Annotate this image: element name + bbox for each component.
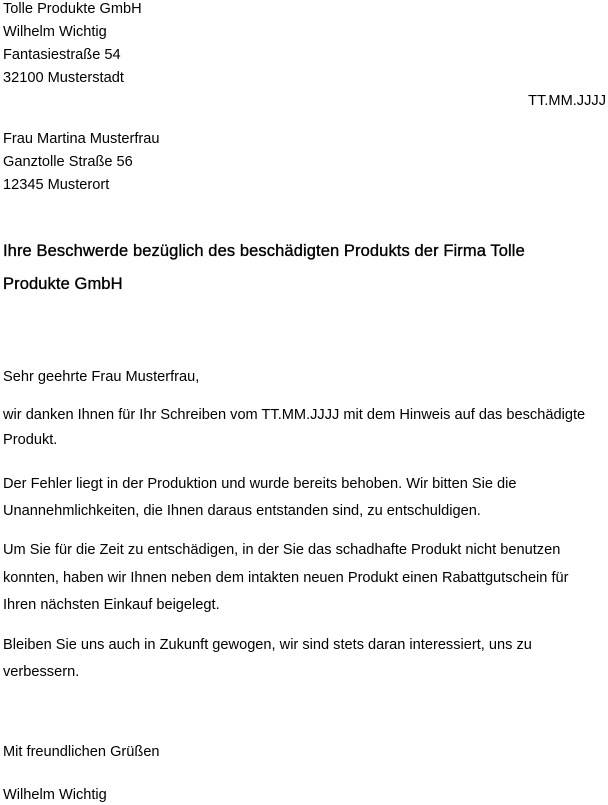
paragraph-line: wir danken Ihnen für Ihr Schreiben vom TT.MM.JJJJ mit dem Hinweis auf das beschädigte — [3, 407, 586, 423]
greeting: Sehr geehrte Frau Musterfrau, — [3, 369, 200, 385]
paragraph-line: Bleiben Sie uns auch in Zukunft gewogen, wir sind stets daran interessiert, uns zu — [3, 637, 532, 653]
recipient-street: Ganztolle Straße 56 — [3, 154, 133, 170]
sender-city: 32100 Musterstadt — [3, 70, 124, 86]
paragraph-line: Unannehmlichkeiten, die Ihnen daraus entstanden sind, zu entschuldigen. — [3, 503, 481, 519]
paragraph-line: Produkt. — [3, 432, 58, 448]
closing: Mit freundlichen Grüßen — [3, 744, 160, 760]
paragraph-line: verbessern. — [3, 664, 80, 680]
recipient-name: Frau Martina Musterfrau — [3, 131, 160, 147]
paragraph-line: Um Sie für die Zeit zu entschädigen, in der Sie das schadhafte Produkt nicht benutzen — [3, 542, 561, 558]
subject-line-1: Ihre Beschwerde bezüglich des beschädigten Produkts der Firma Tolle — [3, 242, 525, 260]
paragraph-line: Ihren nächsten Einkauf beigelegt. — [3, 597, 220, 613]
letter-date: TT.MM.JJJJ — [528, 93, 606, 109]
signature-name: Wilhelm Wichtig — [3, 787, 107, 803]
paragraph-line: konnten, haben wir Ihnen neben dem intakten neuen Produkt einen Rabattgutschein für — [3, 570, 569, 586]
paragraph-line: Der Fehler liegt in der Produktion und wurde bereits behoben. Wir bitten Sie die — [3, 476, 517, 492]
sender-street: Fantasiestraße 54 — [3, 47, 121, 63]
sender-company: Tolle Produkte GmbH — [3, 1, 142, 17]
recipient-city: 12345 Musterort — [3, 177, 110, 193]
subject-line-2: Produkte GmbH — [3, 275, 123, 293]
sender-name: Wilhelm Wichtig — [3, 24, 107, 40]
